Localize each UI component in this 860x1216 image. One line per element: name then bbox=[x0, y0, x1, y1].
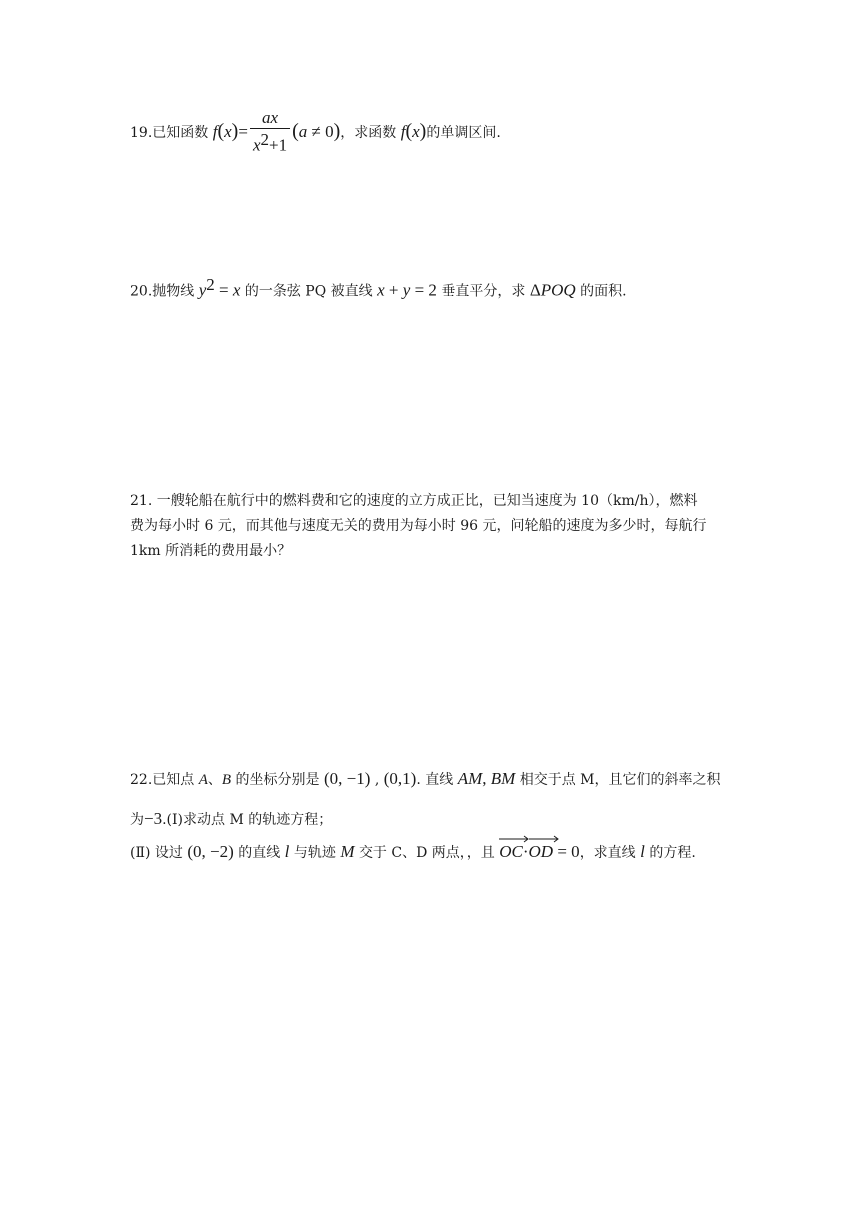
question-21-line-2: 费为每小时 6 元，而其他与速度无关的费用为每小时 96 元，问轮船的速度为多少时，每航行 bbox=[130, 518, 707, 534]
question-22-text-9: 与轨迹 bbox=[293, 845, 336, 861]
question-20-number: 20. bbox=[130, 283, 153, 300]
question-19-text-3: 的单调区间. bbox=[426, 124, 501, 141]
question-22-text-5: 为 bbox=[130, 812, 144, 828]
question-20-text-4: 的面积. bbox=[580, 283, 627, 300]
question-22-text-12: 的方程. bbox=[649, 845, 696, 861]
question-22-line-1: 22.已知点 A、B 的坐标分别是 (0, −1) , (0,1). 直线 AM, BM 相交于点 M，且它们的斜率之积 bbox=[130, 769, 721, 788]
question-22-text-1: 已知点 bbox=[152, 772, 195, 788]
question-22-text-2: 的坐标分别是 bbox=[235, 772, 320, 788]
question-20-text-3: 垂直平分，求 bbox=[441, 283, 526, 300]
fraction-ax-over-x2plus1: $\frac{ax}{x^2+1}$ bbox=[250, 108, 290, 158]
question-22-text-10: 交于 C、D 两点，，且 bbox=[358, 845, 495, 861]
question-22-text-3: 直线 bbox=[425, 772, 454, 788]
vector-od: OD bbox=[529, 842, 554, 863]
question-22-text-4: 相交于点 M，且它们的斜率之积 bbox=[519, 772, 721, 788]
question-22-text-7: (Ⅱ) 设过 bbox=[130, 845, 183, 861]
question-20-text-1: 抛物线 bbox=[152, 283, 195, 300]
question-19: 19.已知函数 f(x)= $\frac{ax}{x^2+1}$ (a ≠ 0)，求函数 f(x)的单调区间. bbox=[130, 108, 501, 158]
question-19-text-1: 已知函数 bbox=[152, 124, 209, 141]
question-19-number: 19. bbox=[130, 124, 153, 141]
question-20-text-2: 的一条弦 PQ 被直线 bbox=[244, 283, 373, 300]
question-22-text-11: ，求直线 bbox=[579, 845, 636, 861]
vector-arrow-icon bbox=[529, 835, 559, 843]
function-f: f bbox=[212, 121, 218, 141]
vector-arrow-icon bbox=[499, 835, 529, 843]
question-21-line-3: 1km 所消耗的费用最小？ bbox=[130, 543, 292, 559]
question-22-line-2: 为−3.(Ⅰ)求动点 M 的轨迹方程； bbox=[130, 809, 333, 828]
question-22-text-6: (Ⅰ)求动点 M 的轨迹方程； bbox=[166, 812, 333, 828]
question-19-text-2: ，求函数 bbox=[340, 124, 397, 141]
question-22-line-3: (Ⅱ) 设过 (0, −2) 的直线 l 与轨迹 M 交于 C、D 两点，，且 OC· OD = 0，求直线 l 的方程. bbox=[130, 842, 696, 863]
question-22-text-8: 的直线 bbox=[238, 845, 281, 861]
question-21-line-1: 21. 一艘轮船在航行中的燃料费和它的速度的立方成正比，已知当速度为 10（km/h），燃料 bbox=[130, 493, 698, 509]
question-22-number: 22. bbox=[130, 772, 153, 788]
vector-oc: OC bbox=[499, 842, 523, 863]
question-20: 20.抛物线 $y^2 = x$ 的一条弦 PQ 被直线 x + y = 2 垂直平分，求 ΔPOQ 的面积. bbox=[130, 275, 627, 300]
